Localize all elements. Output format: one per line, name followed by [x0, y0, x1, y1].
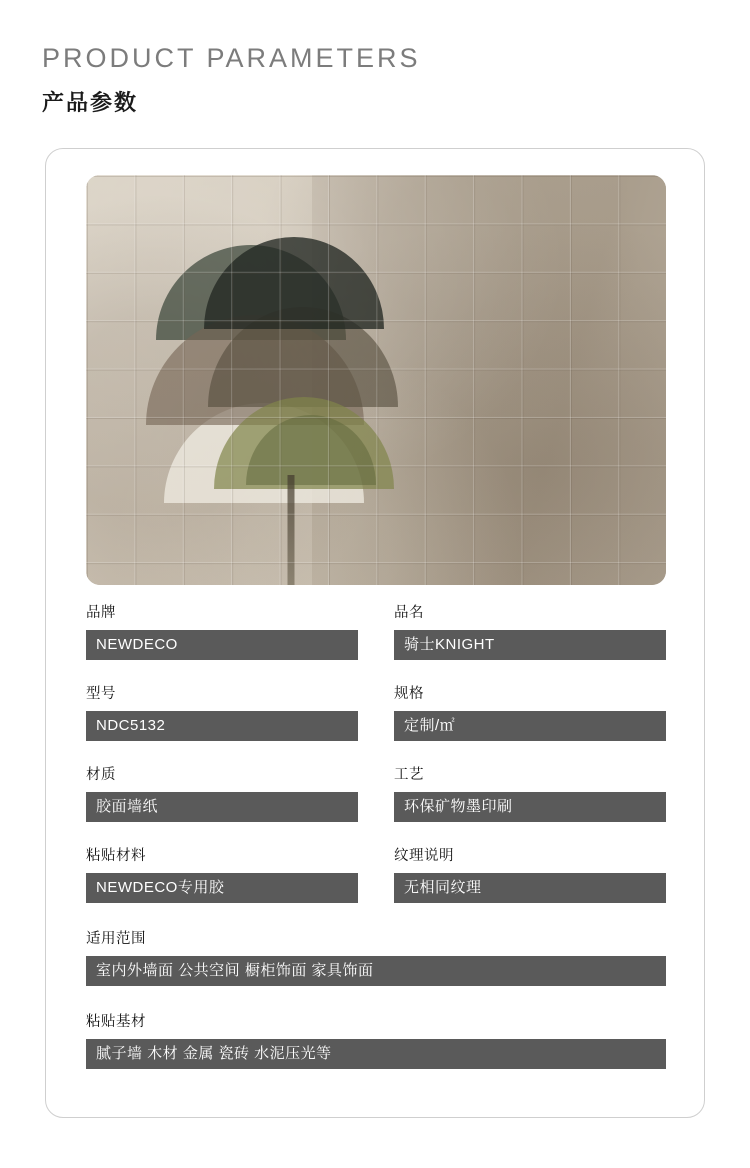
spec-item-adhesive [86, 844, 358, 903]
parameters-card [45, 148, 705, 1118]
spec-value: 无相同纹理 [394, 873, 666, 903]
spec-label: 纹理说明 [394, 848, 454, 864]
spec-item-material [86, 763, 358, 822]
spec-row [86, 844, 666, 903]
spec-row [86, 601, 666, 660]
stem-shape [288, 475, 295, 585]
spec-label: 型号 [86, 686, 116, 702]
page-header [0, 0, 750, 117]
spec-item-brand [86, 601, 358, 660]
spec-value: 骑士KNIGHT [394, 630, 666, 660]
spec-value: 胶面墙纸 [86, 792, 358, 822]
spec-item-specification [394, 682, 666, 741]
spec-label: 品名 [394, 605, 424, 621]
product-image [86, 175, 666, 585]
page-title-en: PRODUCT PARAMETERS [42, 43, 421, 73]
spec-label: 材质 [86, 767, 116, 783]
spec-value: NEWDECO专用胶 [86, 873, 358, 903]
spec-row [86, 927, 666, 986]
spec-item-texture-note [394, 844, 666, 903]
spec-row [86, 763, 666, 822]
spec-item-model [86, 682, 358, 741]
spec-label: 品牌 [86, 605, 116, 621]
spec-item-product-name [394, 601, 666, 660]
spec-row [86, 1010, 666, 1069]
spec-list [86, 601, 666, 1091]
spec-item-application-scope [86, 927, 666, 986]
spec-label: 粘贴基材 [86, 1014, 146, 1030]
spec-value: NDC5132 [86, 711, 358, 741]
spec-value: 定制/㎡ [394, 711, 666, 741]
spec-label: 工艺 [394, 767, 424, 783]
spec-value: NEWDECO [86, 630, 358, 660]
spec-row [86, 682, 666, 741]
spec-label: 粘贴材料 [86, 848, 146, 864]
spec-item-craft [394, 763, 666, 822]
spec-item-substrate [86, 1010, 666, 1069]
page-title-cn: 产品参数 [42, 90, 139, 116]
spec-value: 室内外墙面 公共空间 橱柜饰面 家具饰面 [86, 956, 666, 986]
spec-value: 环保矿物墨印刷 [394, 792, 666, 822]
spec-label: 适用范围 [86, 931, 146, 947]
spec-label: 规格 [394, 686, 424, 702]
spec-value: 腻子墙 木材 金属 瓷砖 水泥压光等 [86, 1039, 666, 1069]
